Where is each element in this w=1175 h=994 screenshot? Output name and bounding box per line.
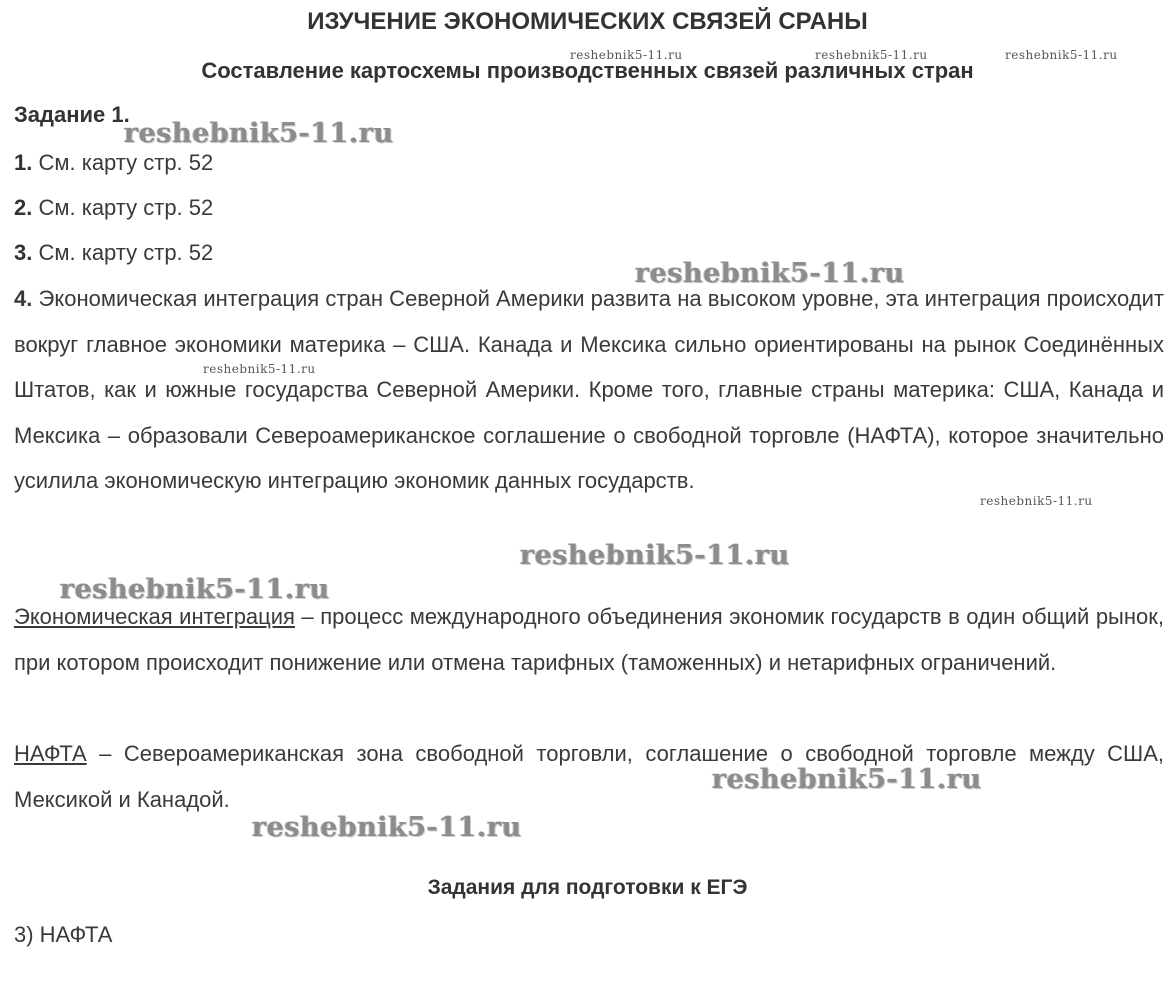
- task-item-number: 3.: [14, 240, 33, 265]
- watermark: reshebnik5-11.ru: [980, 494, 1093, 508]
- definition-text: – Североамериканская зона свободной торговли, соглашение о свободной торговле между США, Мексикой и Канадой.: [14, 741, 1164, 812]
- task-item-number: 1.: [14, 150, 33, 175]
- watermark: reshebnik5-11.ru: [570, 48, 683, 62]
- task-item-3: [14, 240, 213, 266]
- task-item-text: Экономическая интеграция стран Северной Америки развита на высоком уровне, эта интеграция происходит вокруг главное экономики материка – США. Канада и Мексика сильно ориентированы на рынок Соединённых Штатов, как и южные государства Северной Америки. Кроме того, главные страны материка: США, Канада и Мексика – образовали Североамериканское соглашение о свободной торговле (НАФТА), которое значительно усилила экономическую интеграцию экономик данных государств.: [14, 286, 1164, 493]
- page-subtitle: Составление картосхемы производственных связей различных стран: [201, 58, 974, 83]
- task-heading: Задание 1.: [14, 102, 130, 127]
- definition-term: Экономическая интеграция: [14, 604, 295, 629]
- page-title: ИЗУЧЕНИЕ ЭКОНОМИЧЕСКИХ СВЯЗЕЙ СРАНЫ: [307, 8, 868, 35]
- task-item-number: 4.: [14, 286, 33, 311]
- task-item-text: См. карту стр. 52: [32, 240, 214, 265]
- definition-economic-integration: [14, 594, 1164, 685]
- ege-answer: 3) НАФТА: [14, 922, 113, 947]
- watermark: reshebnik5-11.ru: [60, 574, 330, 605]
- watermark: reshebnik5-11.ru: [520, 540, 790, 571]
- watermark: reshebnik5-11.ru: [124, 118, 394, 149]
- task-item-text: См. карту стр. 52: [32, 150, 214, 175]
- task-item-1: [14, 150, 213, 176]
- definition-text: – процесс международного объединения экономик государств в один общий рынок, при котором происходит понижение или отмена тарифных (таможенных) и нетарифных ограничений.: [14, 604, 1164, 675]
- watermark: reshebnik5-11.ru: [203, 362, 316, 376]
- ege-heading: Задания для подготовки к ЕГЭ: [427, 876, 748, 899]
- task-item-4: [14, 276, 1164, 504]
- task-item-text: См. карту стр. 52: [32, 195, 214, 220]
- definition-term: НАФТА: [14, 741, 87, 766]
- watermark: reshebnik5-11.ru: [712, 764, 982, 795]
- watermark: reshebnik5-11.ru: [815, 48, 928, 62]
- task-item-number: 2.: [14, 195, 33, 220]
- watermark: reshebnik5-11.ru: [1005, 48, 1118, 62]
- watermark: reshebnik5-11.ru: [252, 812, 522, 843]
- watermark: reshebnik5-11.ru: [635, 258, 905, 289]
- task-item-2: [14, 195, 213, 221]
- definition-nafta: [14, 731, 1164, 822]
